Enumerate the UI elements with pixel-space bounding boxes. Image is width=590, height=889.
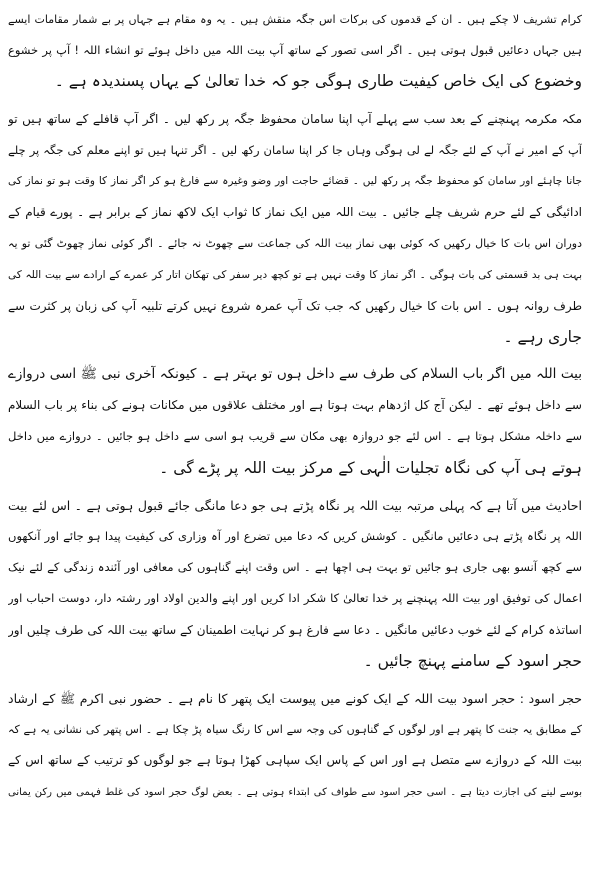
paragraph-hajar-aswad <box>8 683 582 808</box>
text-line: اعمال کی توفیق اور بیت اللہ پہنچنے پر خدا تعالیٰ کا شکر ادا کریں اور اپنے والدین اولاد اور رشتہ دار، دوست احباب اور <box>8 591 582 606</box>
text-line: جانا چاہئے اور سامان کو محفوظ جگہ پر رکھ لیں ۔ قضائے حاجت اور وضو وغیرہ سے فارغ ہو کر اگر نماز کا وقت ہو تو نماز کی <box>8 174 582 187</box>
paragraph-bab-al-salam <box>8 359 582 484</box>
text-line: کرام تشریف لا چکے ہیں ۔ ان کے قدموں کی برکات اس جگہ منقش ہیں ۔ یہ وہ مقام ہے جہاں پر بے شمار مقامات ایسے <box>8 13 582 26</box>
paragraph-first-sight-dua <box>8 490 582 677</box>
text-line: بیت اللہ کے دروازے سے متصل ہے اور اس کے پاس ایک سپاہی کھڑا ہوتا ہے جو لوگوں کو ترتیب کے ساتھ اس کے <box>8 753 582 768</box>
text-line: وخضوع کی ایک خاص کیفیت طاری ہوگی جو کہ خدا تعالیٰ کے یہاں پسندیدہ ہے ۔ <box>54 72 582 91</box>
text-line: بوسے لینے کی اجازت دیتا ہے ۔ اسی حجر اسود سے طواف کی ابتداء ہوتی ہے ۔ بعض لوگ حجر اسود کی غلط فہمی میں رکن یمانی <box>8 786 582 798</box>
text-line: جاری رہے ۔ <box>503 327 582 346</box>
text-line: طرف روانہ ہوں ۔ اس بات کا خیال رکھیں کہ جب تک آپ عمرہ شروع نہیں کرتے تلبیہ آپ کی زبان پر کثرت سے <box>8 298 582 313</box>
text-line: احادیث میں آتا ہے کہ پہلی مرتبہ بیت اللہ پر نگاہ پڑتے ہی جو دعا مانگی جائے قبول ہوتی ہے ۔ اس لئے بیت <box>8 497 582 513</box>
text-line: ہیں جہاں دعائیں قبول ہوتی ہیں ۔ اگر اسی تصور کے ساتھ آپ بیت اللہ میں داخل ہوئے تو انشاء اللہ ! آپ پر خشوع <box>8 43 582 58</box>
text-line: اللہ پر نگاہ پڑتے ہی دعائیں مانگیں ۔ کوشش کریں کہ دعا میں تضرع اور آہ وزاری کی کیفیت پیدا ہو جائے اور آنکھوں <box>8 529 582 543</box>
text-line: کے مطابق یہ جنت کا پتھر ہے اور لوگوں کے گناہوں کی وجہ سے اس کا رنگ سیاہ پڑ چکا ہے ۔ اس پتھر کی نشانی یہ ہے کہ <box>8 723 582 737</box>
text-line: آپ کے امیر نے آپ کے لئے جگہ لے لی ہوگی وہاں جا کر اپنا سامان رکھ لیں ۔ اگر تنہا ہیں تو اپنے معلم کی جگہ پر چلے <box>8 142 582 157</box>
paragraph-arrival-intro <box>8 4 582 98</box>
text-line: بیت اللہ میں اگر باب السلام کی طرف سے داخل ہوں تو بہتر ہے ۔ کیونکہ آخری نبی ﷺ اسی دروازے <box>8 366 582 383</box>
text-line: سے کچھ آنسو بھی جاری ہو جائیں تو بہت ہی اچھا ہے ۔ اس وقت اپنے گناہوں کی معافی اور آئندہ زندگی کے لئے نیک <box>8 560 582 575</box>
text-line: سے داخل ہوئے تھے ۔ لیکن آج کل اژدھام بہت ہوتا ہے اور مختلف علاقوں میں مکانات ہونے کی بناء پر باب السلام <box>8 398 582 413</box>
text-line: سے داخلہ مشکل ہوتا ہے ۔ اس لئے جو دروازہ بھی مکان سے قریب ہو اسی سے داخل ہو جائیں ۔ دروازے میں داخل <box>8 429 582 444</box>
text-line: حجر اسود : حجر اسود بیت اللہ کے ایک کونے میں پیوست ایک پتھر کا نام ہے ۔ حضور نبی اکرم ﷺ کے ارشاد <box>8 690 582 706</box>
text-line: اساتذہ کرام کے لئے خوب دعائیں مانگیں ۔ دعا سے فارغ ہو کر نہایت اطمینان کے ساتھ بیت اللہ کی طرف چلیں اور <box>8 622 582 637</box>
text-line: بہت ہی بد قسمتی کی بات ہوگی ۔ اگر نماز کا وقت نہیں ہے تو کچھ دیر سفر کی تھکان اتار کر عمرے کے ارادے سے بیت اللہ کی <box>8 268 582 281</box>
paragraph-makkah-arrival <box>8 104 582 354</box>
text-line: ہوتے ہی آپ کی نگاہ تجلیات الٰہی کے مرکز بیت اللہ پر پڑے گی ۔ <box>159 458 582 477</box>
text-line: مکہ مکرمہ پہنچنے کے بعد سب سے پہلے آپ اپنا سامان محفوظ جگہ پر رکھ لیں ۔ اگر آپ قافلے کے ساتھ ہیں تو <box>8 111 582 126</box>
text-line: دوران اس بات کا خیال رکھیں کہ کوئی بھی نماز بیت اللہ کی جماعت سے چھوٹ نہ جائے ۔ اگر کوئی نماز چھوٹ گئی تو یہ <box>8 237 582 251</box>
text-line: حجر اسود کے سامنے پہنچ جائیں ۔ <box>363 651 582 670</box>
text-line: ادائیگی کے لئے حرم شریف چلے جائیں ۔ بیت اللہ میں ایک نماز کا ثواب ایک لاکھ نماز کے برابر ہے ۔ پورے قیام کے <box>8 205 582 220</box>
